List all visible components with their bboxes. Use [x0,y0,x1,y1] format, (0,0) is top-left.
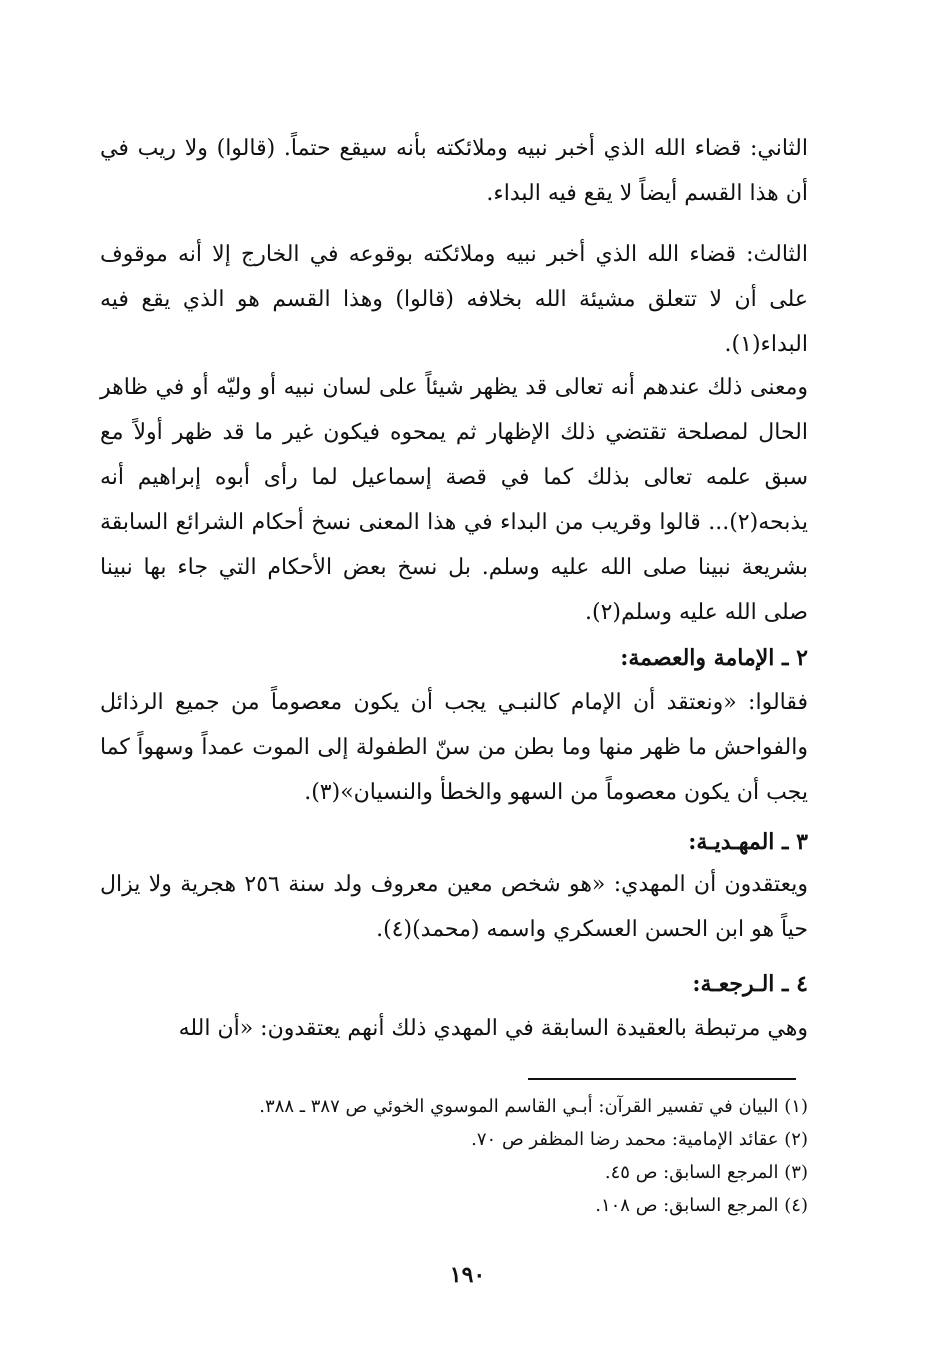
footnotes [168,1090,808,1222]
section-heading-raja: ٤ ـ الـرجعـة: [692,971,808,997]
footnote-2: (٢) عقائد الإمامية: محمد رضا المظفر ص ٧٠. [471,1129,808,1150]
paragraph-raja: وهي مرتبطة بالعقيدة السابقة في المهدي ذلك أنهم يعتقدون: «أن الله [178,1016,808,1041]
page-number: ١٩٠ [449,1262,486,1288]
paragraph-bada-meaning: ومعنى ذلك عندهم أنه تعالى قد يظهر شيئاً على لسان نبيه أو وليّه أو في ظاهر الحال لمصلحة تقتضي ذلك الإظهار ثم يمحوه فيكون غير ما قد ظهر أولاً مع سبق علمه تعالى بذلك كما في قصة إسماعيل لما رأى أبوه إبراهيم أنه يذبحه(٢)... قالوا وقريب من البداء في هذا المعنى نسخ أحكام الشرائع السابقة بشريعة نبينا صلى الله عليه وسلم. بل نسخ بعض الأحكام التي جاء بها نبينا صلى الله عليه وسلم(٢). [100,375,808,625]
footnote-3: (٣) المرجع السابق: ص ٤٥. [604,1162,808,1183]
footnote-1: (١) البيان في تفسير القرآن: أبـي القاسم الموسوي الخوئي ص ٣٨٧ ـ ٣٨٨. [259,1096,808,1117]
footnote-4: (٤) المرجع السابق: ص ١٠٨. [595,1195,808,1216]
footnote-separator [528,1078,796,1080]
paragraph-third-category: الثالث: قضاء الله الذي أخبر نبيه وملائكته بوقوعه في الخارج إلا أنه موقوف على أن لا تتعلق مشيئة الله بخلافه (قالوا) وهذا القسم هو الذي يقع فيه البداء(١). [100,242,808,357]
section-heading-imamate: ٢ ـ الإمامة والعصمة: [620,645,808,671]
paragraph-mahdism: ويعتقدون أن المهدي: «هو شخص معين معروف ولد سنة ٢٥٦ هجرية ولا يزال حياً هو ابن الحسن العسكري واسمه (محمد)(٤). [100,872,808,942]
paragraph-second-category: الثاني: قضاء الله الذي أخبر نبيه وملائكته بأنه سيقع حتماً. (قالوا) ولا ريب في أن هذا القسم أيضاً لا يقع فيه البداء. [100,136,808,206]
paragraph-imamate: فقالوا: «ونعتقد أن الإمام كالنبـي يجب أن يكون معصوماً من جميع الرذائل والفواحش ما ظهر منها وما بطن من سنّ الطفولة إلى الموت عمداً وسهواً كما يجب أن يكون معصوماً من السهو والخطأ والنسيان»(٣). [100,690,808,805]
section-heading-mahdism: ٣ ـ المهـديـة: [688,829,808,855]
